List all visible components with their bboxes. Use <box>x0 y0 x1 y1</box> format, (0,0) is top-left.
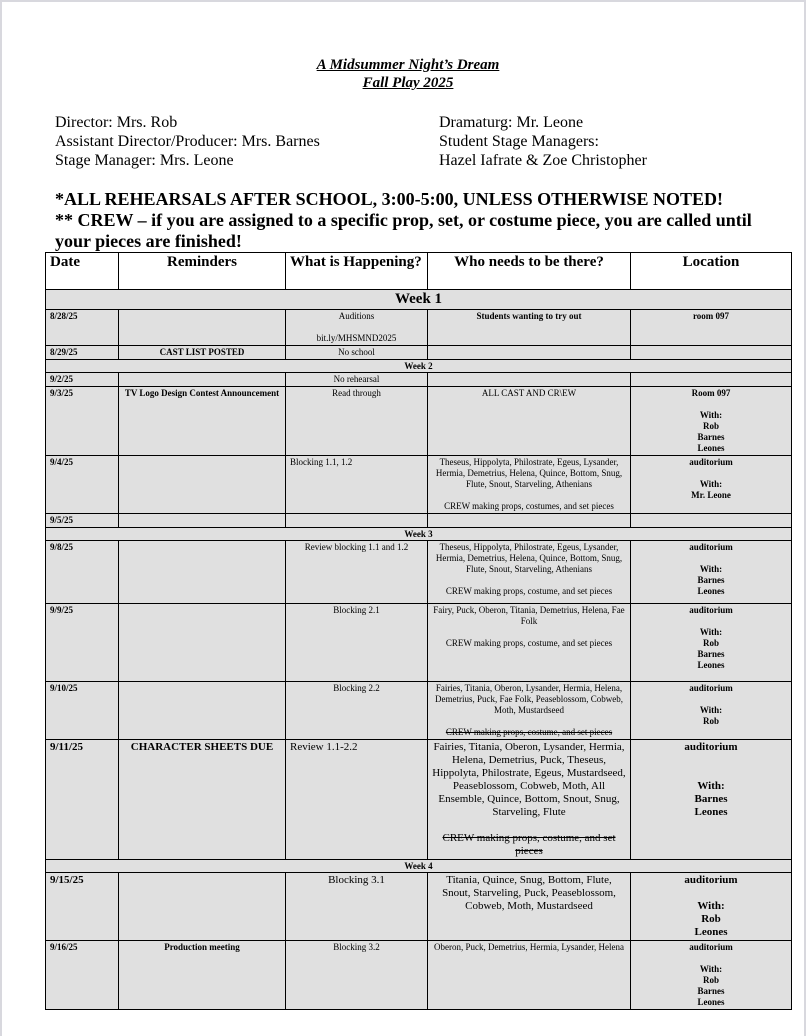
location-person: Rob <box>701 913 721 925</box>
week-label: Week 3 <box>46 528 792 541</box>
location-person: Leones <box>694 926 728 938</box>
header-date: Date <box>46 253 119 290</box>
location-person: Leones <box>697 586 725 596</box>
note-crew: ** CREW – if you are assigned to a specific prop, set, or costume piece, you are called until your pieces are finished! <box>55 210 752 251</box>
location-person: Leones <box>697 997 725 1007</box>
row-date: 9/4/25 <box>46 456 119 514</box>
row-what: No rehearsal <box>286 373 428 387</box>
row-who: ALL CAST AND CR\EW <box>428 387 631 456</box>
who-crew: CREW making props, costumes, and set pieces <box>444 501 614 511</box>
table-row <box>46 682 792 740</box>
who-crew-struck: CREW making props, costume, and set pieces <box>442 832 616 857</box>
row-what: Blocking 3.1 <box>286 873 428 941</box>
location-place: auditorium <box>689 542 733 552</box>
row-reminder <box>119 373 286 387</box>
row-date: 8/29/25 <box>46 346 119 360</box>
row-reminder <box>119 514 286 528</box>
note-after-school: *ALL REHEARSALS AFTER SCHOOL, 3:00-5:00, UNLESS OTHERWISE NOTED! <box>55 189 724 209</box>
row-who <box>428 514 631 528</box>
row-date: 9/8/25 <box>46 541 119 604</box>
row-date: 9/11/25 <box>46 740 119 860</box>
table-header-row <box>46 253 792 290</box>
row-reminder: CAST LIST POSTED <box>119 346 286 360</box>
row-date: 9/2/25 <box>46 373 119 387</box>
row-date: 9/5/25 <box>46 514 119 528</box>
row-who <box>428 373 631 387</box>
play-subtitle: Fall Play 2025 <box>362 75 454 91</box>
row-date: 9/9/25 <box>46 604 119 682</box>
week-label: Week 2 <box>46 360 792 373</box>
location-place: auditorium <box>689 605 733 615</box>
row-location: room 097 <box>631 310 792 346</box>
location-person: Rob <box>702 421 719 431</box>
row-what: Blocking 2.2 <box>286 682 428 740</box>
location-person: Barnes <box>694 793 728 805</box>
table-row <box>46 873 792 941</box>
row-who <box>428 541 631 604</box>
row-reminder <box>119 604 286 682</box>
row-location <box>631 740 792 860</box>
who-crew: CREW making props, costume, and set pieces <box>445 638 613 648</box>
table-row <box>46 740 792 860</box>
staff-stage-manager: Stage Manager: Mrs. Leone <box>55 152 234 169</box>
row-location <box>631 346 792 360</box>
week-row <box>46 860 792 873</box>
row-location <box>631 873 792 941</box>
audition-link[interactable]: bit.ly/MHSMND2025 <box>316 333 397 343</box>
location-with: With: <box>697 780 725 792</box>
who-cast: Theseus, Hippolyta, Philostrate, Egeus, Lysander, Hermia, Demetrius, Helena, Quince, Bottom, Snug, Flute, Snout, Starveling, Athenians <box>435 542 623 574</box>
row-who: Titania, Quince, Snug, Bottom, Flute, Snout, Starveling, Puck, Peaseblossom, Cobweb, Moth, Mustardseed <box>428 873 631 941</box>
staff-assistant-director: Assistant Director/Producer: Mrs. Barnes <box>55 133 320 150</box>
row-who: Students wanting to try out <box>428 310 631 346</box>
location-with: With: <box>699 964 723 974</box>
location-with: With: <box>699 627 723 637</box>
play-title: A Midsummer Night’s Dream <box>316 57 500 73</box>
who-cast: Fairies, Titania, Oberon, Lysander, Hermia, Helena, Demetrius, Puck, Theseus, Hippolyta, Philostrate, Egeus, Mustardseed, Peaseblossom, Cobweb, Moth, All Ensemble, Quince, Bottom, Snout, Snug, Starveling, Flute <box>432 741 626 818</box>
row-location <box>631 514 792 528</box>
row-date: 9/3/25 <box>46 387 119 456</box>
row-location <box>631 541 792 604</box>
row-reminder <box>119 310 286 346</box>
location-person: Leones <box>697 443 725 453</box>
row-location <box>631 373 792 387</box>
row-who <box>428 346 631 360</box>
staff-director: Director: Mrs. Rob <box>55 114 178 131</box>
row-who <box>428 682 631 740</box>
header-reminders: Reminders <box>119 253 286 290</box>
location-person: Rob <box>702 716 719 726</box>
row-date: 9/10/25 <box>46 682 119 740</box>
row-what: Blocking 1.1, 1.2 <box>286 456 428 514</box>
location-person: Rob <box>702 638 719 648</box>
location-person: Barnes <box>697 432 725 442</box>
table-row <box>46 604 792 682</box>
location-with: With: <box>697 900 725 912</box>
who-cast: Fairy, Puck, Oberon, Titania, Demetrius, Helena, Fae Folk <box>433 605 625 626</box>
row-what: Blocking 3.2 <box>286 941 428 1010</box>
row-location <box>631 682 792 740</box>
header-who: Who needs to be there? <box>428 253 631 290</box>
schedule-table <box>45 252 792 1010</box>
row-what: Read through <box>286 387 428 456</box>
location-person: Rob <box>702 975 719 985</box>
week-label: Week 4 <box>46 860 792 873</box>
row-date: 9/15/25 <box>46 873 119 941</box>
table-row <box>46 346 792 360</box>
staff-student-stage-managers: Student Stage Managers: <box>439 133 599 150</box>
what-text: Auditions <box>338 311 375 321</box>
row-reminder <box>119 541 286 604</box>
staff-dramaturg: Dramaturg: Mr. Leone <box>439 114 584 131</box>
who-cast: Fairies, Titania, Oberon, Lysander, Hermia, Helena, Demetrius, Puck, Fae Folk, Peaseblossom, Cobweb, Moth, Mustardseed <box>435 683 623 715</box>
table-row <box>46 373 792 387</box>
location-person: Barnes <box>697 986 725 996</box>
location-with: With: <box>699 410 723 420</box>
row-what <box>286 514 428 528</box>
row-date: 8/28/25 <box>46 310 119 346</box>
row-reminder <box>119 873 286 941</box>
table-row <box>46 387 792 456</box>
who-crew-struck: CREW making props, costume, and set pieces <box>445 727 613 737</box>
location-with: With: <box>699 705 723 715</box>
row-date: 9/16/25 <box>46 941 119 1010</box>
location-person: Mr. Leone <box>691 490 731 500</box>
row-reminder: Production meeting <box>119 941 286 1010</box>
row-what: Review blocking 1.1 and 1.2 <box>286 541 428 604</box>
location-person: Leones <box>694 806 728 818</box>
row-who: Oberon, Puck, Demetrius, Hermia, Lysander, Helena <box>428 941 631 1010</box>
location-place: auditorium <box>689 457 733 467</box>
week-label: Week 1 <box>46 290 792 310</box>
rehearsal-notes <box>55 189 785 252</box>
location-place: auditorium <box>689 683 733 693</box>
row-location <box>631 604 792 682</box>
location-person: Leones <box>697 660 725 670</box>
who-crew: CREW making props, costume, and set pieces <box>445 586 613 596</box>
row-who <box>428 604 631 682</box>
location-with: With: <box>699 479 723 489</box>
location-place: auditorium <box>684 874 738 886</box>
row-reminder <box>119 456 286 514</box>
table-row <box>46 310 792 346</box>
title-block <box>2 56 812 92</box>
week-row <box>46 528 792 541</box>
location-place: Room 097 <box>691 388 731 398</box>
row-reminder: CHARACTER SHEETS DUE <box>119 740 286 860</box>
staff-right <box>439 113 647 170</box>
location-person: Barnes <box>697 575 725 585</box>
row-reminder: TV Logo Design Contest Announcement <box>119 387 286 456</box>
who-cast: Theseus, Hippolyta, Philostrate, Egeus, Lysander, Hermia, Demetrius, Helena, Quince, Bottom, Snug, Flute, Snout, Starveling, Athenians <box>435 457 623 489</box>
staff-student-names: Hazel Iafrate & Zoe Christopher <box>439 152 647 169</box>
row-what: No school <box>286 346 428 360</box>
table-row <box>46 541 792 604</box>
row-location <box>631 387 792 456</box>
table-row <box>46 514 792 528</box>
row-location <box>631 941 792 1010</box>
staff-left <box>55 113 320 170</box>
table-row <box>46 941 792 1010</box>
location-person: Barnes <box>697 649 725 659</box>
week-row <box>46 290 792 310</box>
table-row <box>46 456 792 514</box>
row-what: Review 1.1-2.2 <box>286 740 428 860</box>
row-who <box>428 456 631 514</box>
row-who <box>428 740 631 860</box>
row-reminder <box>119 682 286 740</box>
row-what <box>286 310 428 346</box>
row-what: Blocking 2.1 <box>286 604 428 682</box>
week-row <box>46 360 792 373</box>
header-location: Location <box>631 253 792 290</box>
location-with: With: <box>699 564 723 574</box>
location-place: auditorium <box>684 741 738 753</box>
location-place: auditorium <box>689 942 733 952</box>
header-what: What is Happening? <box>286 253 428 290</box>
row-location <box>631 456 792 514</box>
